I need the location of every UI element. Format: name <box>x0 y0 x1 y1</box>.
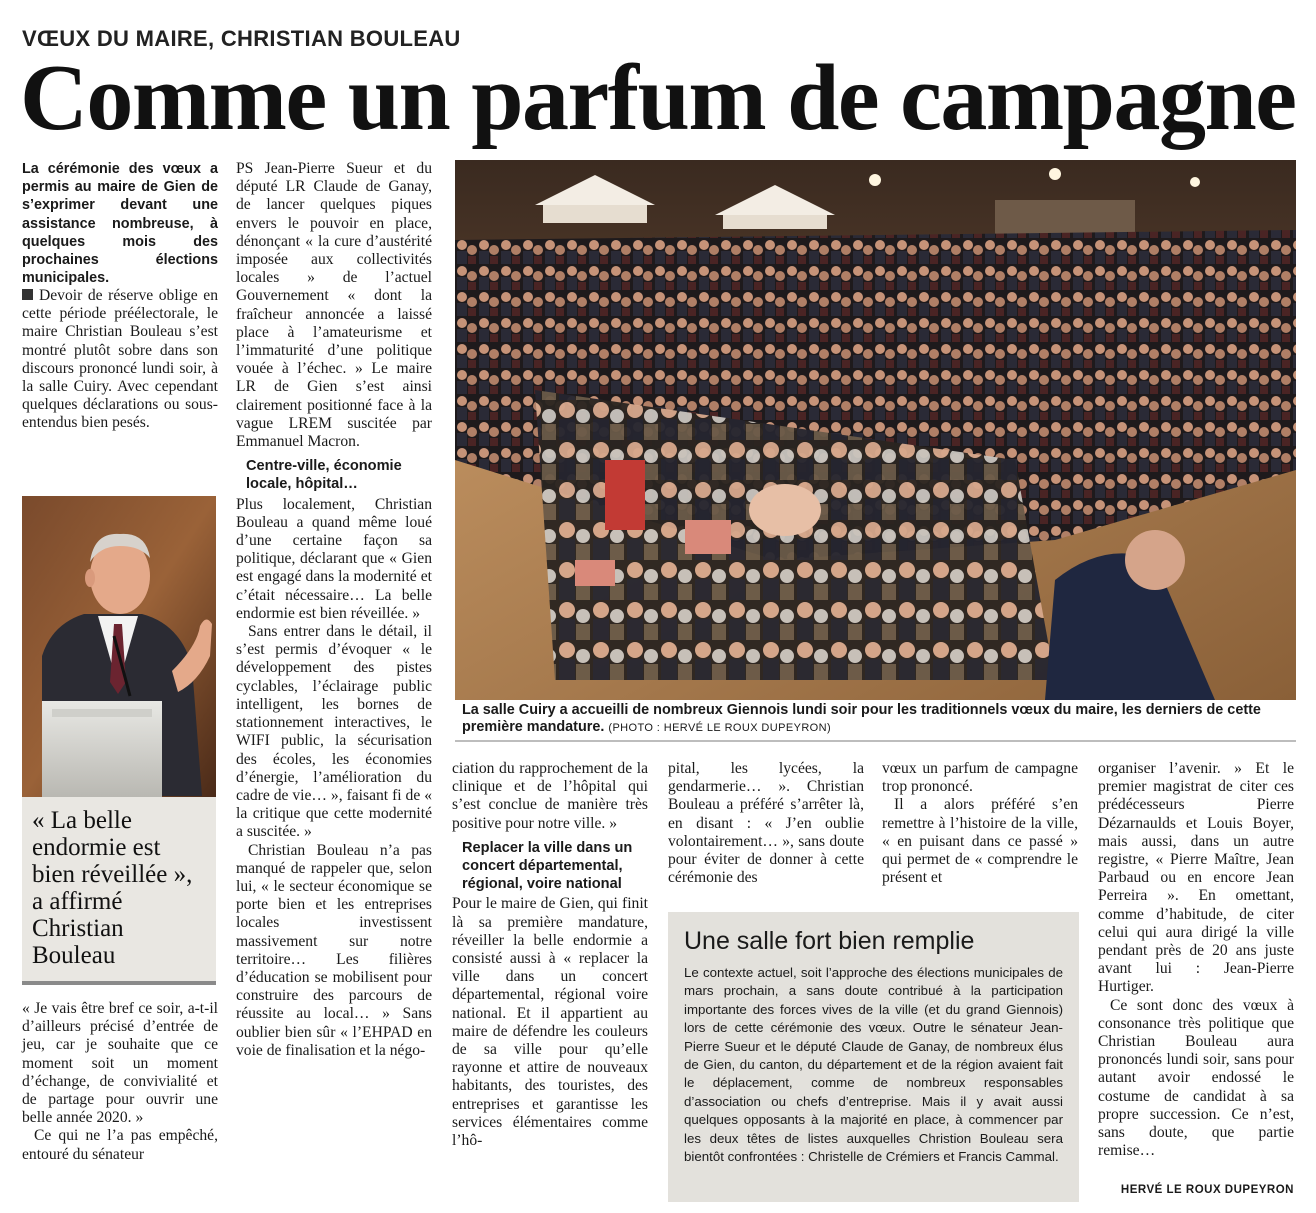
intro-text: Devoir de réserve oblige en cette période préélectorale, le maire Christian Bouleau s’est montré plutôt sobre dans son discours prononcé lundi soir, à la salle Cuiry. Avec cependant quelques déclarations ou sous-entendus bien pesés. <box>22 287 218 432</box>
lead-paragraph: La cérémonie des vœux a permis au maire de Gien de s’exprimer devant une assistance nombreuse, à quelques mois des prochaines élections municipales. <box>22 161 218 287</box>
pull-quote-box <box>22 797 216 985</box>
column-4 <box>668 760 864 887</box>
author-signature: HERVÉ LE ROUX DUPEYRON <box>1120 1184 1294 1196</box>
subheading: Centre-ville, économie locale, hôpital… <box>246 458 402 493</box>
column-1-body <box>22 1000 218 1164</box>
paragraph: Pour le maire de Gien, qui finit là sa première mandature, réveiller la belle endormie a consisté aussi à « replacer la ville dans un concert départemental, régional voire national. Et il appartient au maire de défendre les couleurs de sa ville pour qu’elle rayonne et attire de nouveaux habitants, des touristes, des entreprises et garantisse les services élémentaires comme l’hô- <box>452 895 648 1150</box>
mayor-portrait-photo <box>22 496 216 797</box>
paragraph: Ce qui ne l’a pas empêché, entouré du sénateur <box>22 1127 218 1163</box>
photo-caption <box>462 702 1302 737</box>
pull-quote: « La belle endormie est bien réveillée », a affirmé Christian Bouleau <box>32 807 193 969</box>
sidebar-box-body: Le contexte actuel, soit l’approche des élections municipales de mars prochain, a sans doute contribué à la participation importante des forces vives de la ville (et du grand Giennois) lors de cette cérémonie des vœux. Outre le sénateur Jean-Pierre Sueur et le député Claude de Ganay, de nombreux élus de Gien, du canton, du département et de la région avaient fait le déplacement, comme de nombreux responsables d’association ou chefs d’entreprise. Mais il y avait aussi quelques opposants à la majorité en place, à commencer par les deux têtes de listes auxquelles Christion Bouleau sera bientôt confrontées : Christelle de Crémiers et Francis Cammal. <box>684 965 1063 1165</box>
sidebar-box-title: Une salle fort bien remplie <box>684 927 975 955</box>
subheading: Replacer la ville dans un concert départemental, régional, voire national <box>462 839 633 893</box>
bullet-square-icon <box>22 289 33 300</box>
headline: Comme un parfum de campagne <box>20 46 1296 150</box>
column-6 <box>1098 760 1294 1160</box>
paragraph: Il a alors préféré s’en remettre à l’histoire de la ville, « en puisant dans ce passé » qui permet de « comprendre le présent et <box>882 796 1078 887</box>
kicker: VŒUX DU MAIRE, CHRISTIAN BOULEAU <box>22 26 461 51</box>
paragraph: ciation du rapprochement de la clinique et de l’hôpital qui s’est conclue de manière très positive pour notre ville. » <box>452 760 648 832</box>
paragraph: Sans entrer dans le détail, il s’est permis d’évoquer « le développement des pistes cyclables, l’éclairage public intelligent, les bornes de stationnement interactives, le WIFI public, la sécurisation des écoles, les économies d’énergie, l’amélioration du cadre de vie… », faisant fi de « la critique que cette modernité a suscitée. » <box>236 623 432 841</box>
sidebar-box <box>668 912 1079 1202</box>
paragraph: Ce sont donc des vœux à consonance très politique que Christian Bouleau aura prononcés lundi soir, sans pour autant avoir endossé le costume de candidat à sa propre succession. Ce n’est, sans doute, que partie remise… <box>1098 996 1294 1160</box>
photo-credit: (PHOTO : HERVÉ LE ROUX DUPEYRON) <box>608 722 832 734</box>
column-1-intro <box>22 287 218 433</box>
column-5 <box>882 760 1078 887</box>
paragraph: organiser l’avenir. » Et le premier magistrat de citer ces prédécesseurs Pierre Dézarnaulds et Louis Boyer, mais aussi, dans un autre registre, « Pierre Maître, Jean Parbaud ou en encore Jean Perreira ». En omettant, comme d’habitude, de citer celui qui aura dirigé la ville pendant près de 20 ans juste avant lui : Jean-Pierre Hurtiger. <box>1098 760 1294 996</box>
caption-text: La salle Cuiry a accueilli de nombreux Giennois lundi soir pour les traditionnels vœux du maire, les derniers de cette première mandature. <box>462 702 1261 735</box>
paragraph: Plus localement, Christian Bouleau a quand même loué d’une certaine façon sa politique, déclarant que « Gien est engagé dans la modernité et c’était nécessaire… La belle endormie est bien réveillée. » <box>236 495 432 622</box>
column-2 <box>236 160 432 1060</box>
paragraph: PS Jean-Pierre Sueur et du député LR Claude de Ganay, de lancer quelques piques envers le pouvoir en place, dénonçant « la cure d’austérité imposée aux collectivités locales » de l’actuel Gouvernement « dont la fraîcheur annoncée a laissé place à l’amateurisme et l’immaturité d’une politique vouée à l’échec. » Le maire LR de Gien s’est ainsi clairement positionné face à la vague LREM suscitée par Emmanuel Macron. <box>236 160 432 451</box>
column-3 <box>452 760 648 1150</box>
paragraph: pital, les lycées, la gendarmerie… ». Christian Bouleau a préféré s’arrêter là, en disant : « J’en oublie volontairement… », sans doute pour éviter de donner à cette cérémonie des <box>668 760 864 887</box>
paragraph: vœux un parfum de campagne trop prononcé. <box>882 760 1078 796</box>
caption-divider <box>455 740 1296 742</box>
paragraph: Christian Bouleau n’a pas manqué de rappeler que, selon lui, « le secteur économique se porte bien et les entreprises locales investissent massivement sur notre territoire… Les filières d’éducation se mobilisent pour construire des parcours de réussite au local… » Sans oublier bien sûr « l’EHPAD en voie de finalisation et la négo- <box>236 841 432 1059</box>
audience-photo <box>455 160 1296 700</box>
paragraph: « Je vais être bref ce soir, a-t-il d’ailleurs précisé d’entrée de jeu, car je souhaite que ce moment soit un moment d’échange, de convivialité et de partage pour ouvrir une belle année 2020. » <box>22 1000 218 1127</box>
